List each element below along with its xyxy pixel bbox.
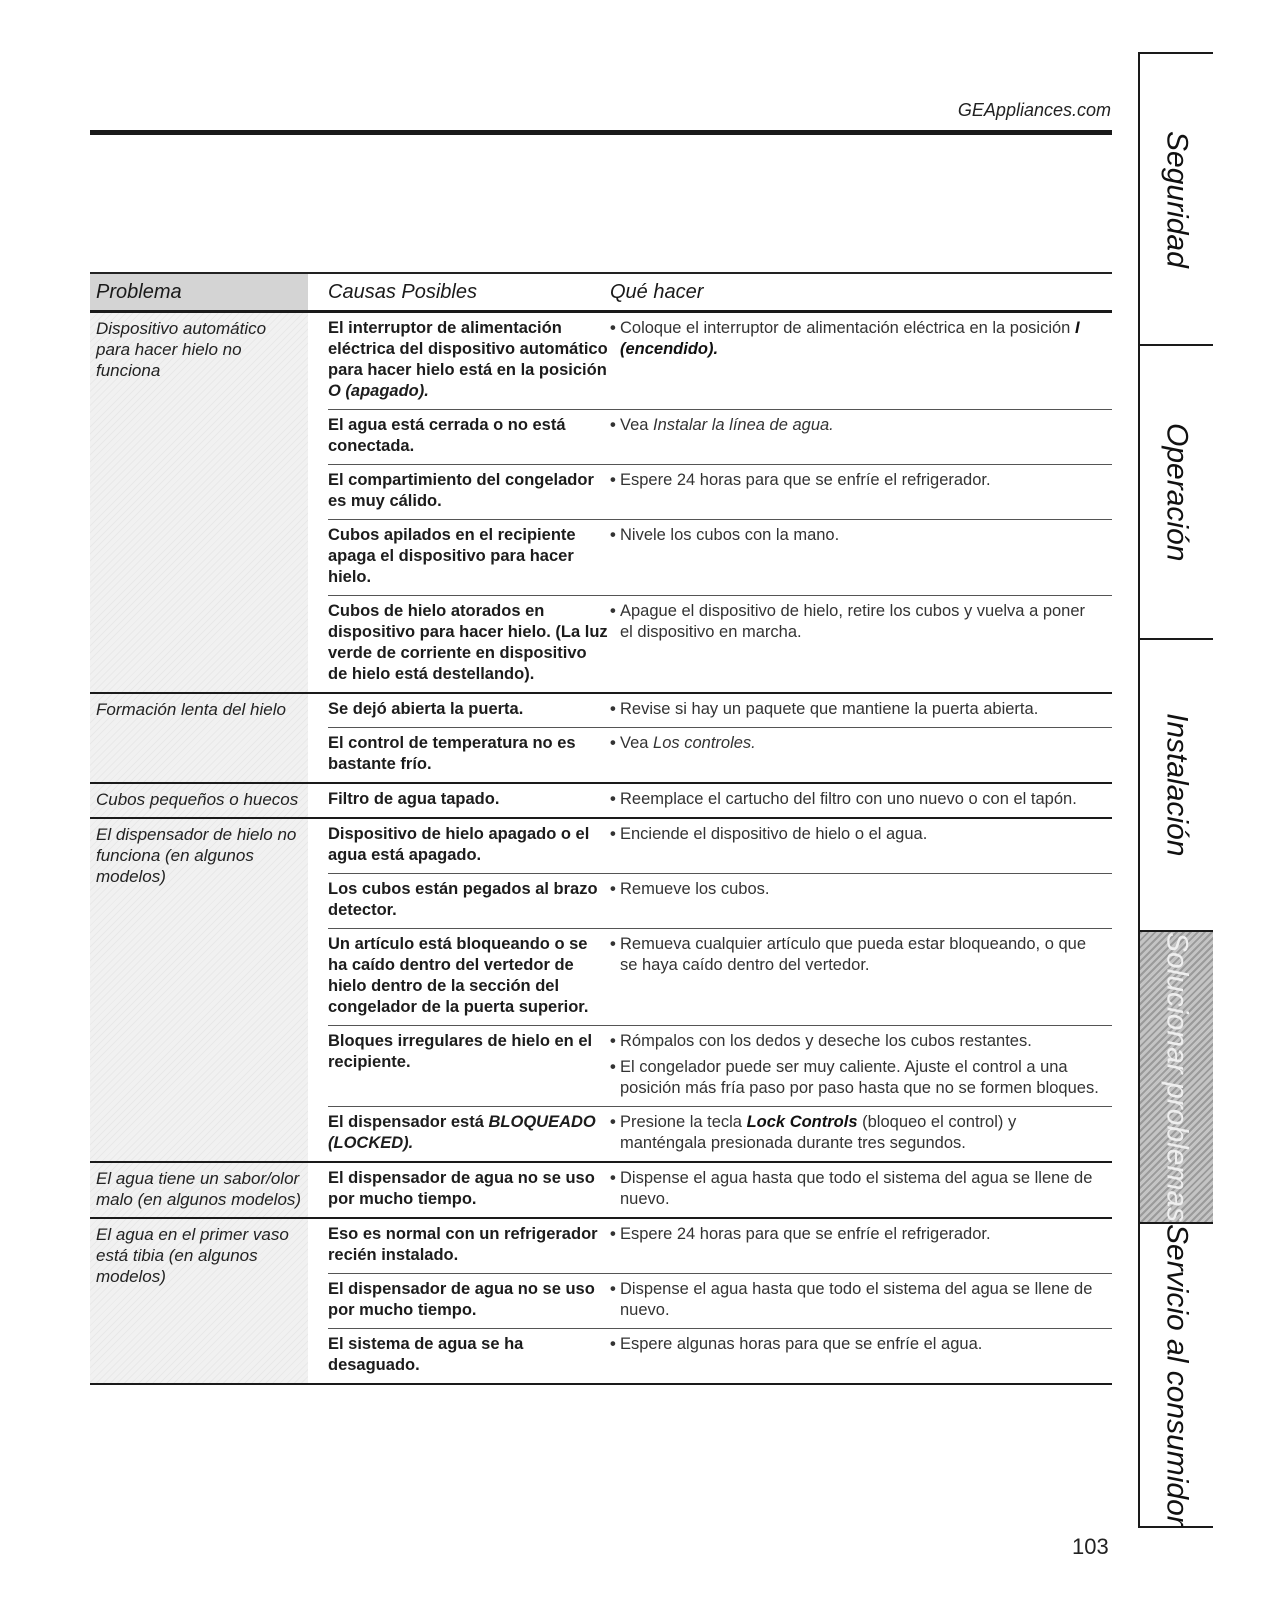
solution-text [620, 1057, 1100, 1099]
solution-cell [610, 1168, 1112, 1210]
bullet-icon: • [610, 526, 616, 544]
solution-bullet [610, 1057, 1100, 1099]
cause-text: Filtro de agua tapado. [328, 790, 500, 808]
solution-bullet [610, 733, 1100, 754]
cause-cell [328, 934, 610, 1018]
cause-cell [328, 470, 610, 512]
solution-text [620, 525, 839, 546]
solution-main: Espere 24 horas para que se enfríe el refrigerador. [620, 471, 991, 489]
solution-bullet [610, 879, 1100, 900]
table-row [328, 728, 1112, 782]
header-rule [90, 130, 1112, 135]
solution-bullet [610, 1224, 1100, 1245]
solution-text [620, 733, 756, 754]
cause-cell [328, 601, 610, 685]
cause-text: Se dejó abierta la puerta. [328, 700, 524, 718]
table-row [328, 1107, 1112, 1161]
cause-rows [328, 784, 1112, 817]
cause-cell [328, 699, 610, 720]
solution-cell [610, 934, 1112, 1018]
table-row [328, 410, 1112, 465]
solution-bullet [610, 699, 1100, 720]
site-url: GEAppliances.com [957, 100, 1111, 120]
solution-main: Rómpalos con los dedos y deseche los cubos restantes. [620, 1032, 1032, 1050]
cause-text: Cubos de hielo atorados en dispositivo para hacer hielo. (La luz verde de corriente en dispositivo de hielo está destellando). [328, 602, 608, 683]
cause-text: El dispensador de agua no se uso por mucho tiempo. [328, 1280, 595, 1319]
table-row [328, 819, 1112, 874]
solution-bullet [610, 470, 1100, 491]
problem-group [90, 819, 1112, 1163]
table-row [328, 874, 1112, 929]
problem-cell: Formación lenta del hielo [90, 694, 308, 782]
table-row [328, 465, 1112, 520]
problem-cell: Cubos pequeños o huecos [90, 784, 308, 817]
solution-main: Remueva cualquier artículo que pueda estar bloqueando, o que se haya caído dentro del vertedor. [620, 935, 1086, 974]
column-header-causes: Causas Posibles [328, 281, 477, 303]
solution-bullet [610, 1168, 1100, 1210]
cause-text: El sistema de agua se ha desaguado. [328, 1335, 524, 1374]
solution-bullet [610, 789, 1100, 810]
cause-cell [328, 1031, 610, 1099]
tab-solucionar-problemas[interactable] [1140, 932, 1213, 1224]
solution-cell [610, 733, 1112, 775]
solution-bullet [610, 934, 1100, 976]
solution-cell [610, 601, 1112, 685]
section-tabs [1138, 52, 1213, 1528]
troubleshooting-table [90, 272, 1112, 1385]
solution-text [620, 789, 1077, 810]
bullet-icon: • [610, 790, 616, 808]
cause-emphasis: BLOQUEADO (LOCKED). [328, 1113, 596, 1152]
tab-label: Operación [1160, 422, 1194, 562]
problem-group [90, 784, 1112, 819]
cause-cell [328, 525, 610, 588]
solution-cell [610, 415, 1112, 457]
solution-text [620, 1334, 982, 1355]
bullet-icon: • [610, 1058, 616, 1076]
cause-cell [328, 1168, 610, 1210]
solution-main: Dispense el agua hasta que todo el sistema del agua se llene de nuevo. [620, 1280, 1093, 1319]
solution-text [620, 1224, 991, 1245]
solution-main: Remueve los cubos. [620, 880, 770, 898]
solution-main: Reemplace el cartucho del filtro con uno nuevo o con el tapón. [620, 790, 1077, 808]
cause-text: El dispensador de agua no se uso por mucho tiempo. [328, 1169, 595, 1208]
bullet-icon: • [610, 1032, 616, 1050]
problem-cell: El agua en el primer vaso está tibia (en algunos modelos) [90, 1219, 308, 1383]
cause-text: El interruptor de alimentación eléctrica del dispositivo automático para hacer hielo está en la posición [328, 319, 608, 379]
solution-text [620, 1031, 1032, 1052]
table-row [328, 1219, 1112, 1274]
tab-label: Solucionar problemas [1160, 931, 1194, 1223]
cause-cell [328, 1112, 610, 1154]
solution-main: Espere algunas horas para que se enfríe el agua. [620, 1335, 983, 1353]
cause-cell [328, 1224, 610, 1266]
table-row [328, 1329, 1112, 1383]
solution-reference: Instalar la línea de agua. [653, 416, 834, 434]
cause-cell [328, 789, 610, 810]
problem-group [90, 313, 1112, 694]
tab-label: Servicio al consumidor [1160, 1224, 1194, 1526]
table-row [328, 1163, 1112, 1217]
solution-continuation: (bloqueo el control) y manténgala presionada durante tres segundos. [620, 1113, 1017, 1152]
solution-text [620, 601, 1100, 643]
solution-main: Enciende el dispositivo de hielo o el agua. [620, 825, 928, 843]
cause-rows [328, 819, 1112, 1161]
bullet-icon: • [610, 880, 616, 898]
bullet-icon: • [610, 471, 616, 489]
bullet-icon: • [610, 734, 616, 752]
cause-rows [328, 1163, 1112, 1217]
cause-rows [328, 1219, 1112, 1383]
table-row [328, 1274, 1112, 1329]
solution-bullet [610, 318, 1100, 360]
problem-cell: El agua tiene un sabor/olor malo (en algunos modelos) [90, 1163, 308, 1217]
solution-text [620, 934, 1100, 976]
cause-text: El control de temperatura no es bastante frío. [328, 734, 576, 773]
table-row [328, 1026, 1112, 1107]
solution-main: Dispense el agua hasta que todo el sistema del agua se llene de nuevo. [620, 1169, 1093, 1208]
solution-cell [610, 470, 1112, 512]
solution-cell [610, 1279, 1112, 1321]
solution-cell [610, 824, 1112, 866]
solution-main: El congelador puede ser muy caliente. Ajuste el control a una posición más fría paso por paso hasta que no se formen bloques. [620, 1058, 1099, 1097]
solution-main: Vea [620, 734, 649, 752]
cause-text: Cubos apilados en el recipiente apaga el dispositivo para hacer hielo. [328, 526, 576, 586]
cause-rows [328, 313, 1112, 692]
solution-text [620, 699, 1038, 720]
cause-text: El compartimiento del congelador es muy cálido. [328, 471, 594, 510]
page-number: 103 [1072, 1534, 1109, 1559]
table-row [328, 520, 1112, 596]
column-header-problem: Problema [90, 274, 308, 310]
solution-text [620, 470, 991, 491]
solution-emphasis: I (encendido). [620, 319, 1080, 358]
table-row [328, 929, 1112, 1026]
bullet-icon: • [610, 416, 616, 434]
problem-cell: Dispositivo automático para hacer hielo no funciona [90, 313, 308, 692]
cause-text: Los cubos están pegados al brazo detector. [328, 880, 598, 919]
cause-cell [328, 824, 610, 866]
solution-text [620, 824, 927, 845]
solution-main: Nivele los cubos con la mano. [620, 526, 840, 544]
bullet-icon: • [610, 935, 616, 953]
cause-text: Dispositivo de hielo apagado o el agua está apagado. [328, 825, 590, 864]
solution-bullet [610, 601, 1100, 643]
cause-cell [328, 1279, 610, 1321]
bullet-icon: • [610, 319, 616, 337]
solution-bullet [610, 1334, 1100, 1355]
solution-main: Coloque el interruptor de alimentación eléctrica en la posición [620, 319, 1071, 337]
cause-text: El agua está cerrada o no está conectada. [328, 416, 566, 455]
bullet-icon: • [610, 602, 616, 620]
bullet-icon: • [610, 700, 616, 718]
tab-seguridad[interactable] [1140, 54, 1213, 346]
solution-cell [610, 525, 1112, 588]
cause-rows [328, 694, 1112, 782]
tab-label: Instalación [1160, 713, 1194, 857]
solution-emphasis: Lock Controls [746, 1113, 858, 1131]
solution-text [620, 1279, 1100, 1321]
solution-main: Presione la tecla [620, 1113, 742, 1131]
solution-cell [610, 1031, 1112, 1099]
cause-cell [328, 1334, 610, 1376]
table-row [328, 596, 1112, 692]
column-header-todo: Qué hacer [610, 281, 704, 303]
bullet-icon: • [610, 1113, 616, 1131]
solution-cell [610, 1334, 1112, 1376]
table-body [90, 313, 1112, 1385]
table-row [328, 784, 1112, 817]
solution-bullet [610, 824, 1100, 845]
cause-cell [328, 879, 610, 921]
table-row [328, 313, 1112, 410]
problem-group [90, 1163, 1112, 1219]
table-row [328, 694, 1112, 728]
solution-bullet [610, 525, 1100, 546]
bullet-icon: • [610, 1280, 616, 1298]
problem-cell: El dispensador de hielo no funciona (en algunos modelos) [90, 819, 308, 1161]
solution-cell [610, 1224, 1112, 1266]
solution-text [620, 318, 1100, 360]
cause-cell [328, 318, 610, 402]
tab-operacion[interactable] [1140, 346, 1213, 640]
solution-bullet [610, 1031, 1100, 1052]
solution-cell [610, 318, 1112, 402]
bullet-icon: • [610, 1225, 616, 1243]
solution-main: Espere 24 horas para que se enfríe el refrigerador. [620, 1225, 991, 1243]
solution-text [620, 879, 770, 900]
tab-label: Seguridad [1160, 130, 1194, 268]
tab-instalacion[interactable] [1140, 640, 1213, 932]
solution-reference: Los controles. [653, 734, 756, 752]
solution-text [620, 1112, 1100, 1154]
solution-bullet [610, 1279, 1100, 1321]
cause-cell [328, 733, 610, 775]
cause-cell [328, 415, 610, 457]
solution-cell [610, 879, 1112, 921]
problem-group [90, 694, 1112, 784]
solution-cell [610, 1112, 1112, 1154]
solution-bullet [610, 1112, 1100, 1154]
solution-bullet [610, 415, 1100, 436]
solution-cell [610, 699, 1112, 720]
cause-text: El dispensador está [328, 1113, 484, 1131]
cause-text: Eso es normal con un refrigerador recién instalado. [328, 1225, 598, 1264]
solution-text [620, 415, 834, 436]
solution-cell [610, 789, 1112, 810]
cause-emphasis: O (apagado). [328, 382, 429, 400]
cause-text: Bloques irregulares de hielo en el recipiente. [328, 1032, 593, 1071]
solution-text [620, 1168, 1100, 1210]
bullet-icon: • [610, 825, 616, 843]
table-header [90, 272, 1112, 313]
solution-main: Apague el dispositivo de hielo, retire los cubos y vuelva a poner el dispositivo en marcha. [620, 602, 1086, 641]
bullet-icon: • [610, 1169, 616, 1187]
solution-main: Vea [620, 416, 649, 434]
bullet-icon: • [610, 1335, 616, 1353]
solution-main: Revise si hay un paquete que mantiene la puerta abierta. [620, 700, 1039, 718]
problem-group [90, 1219, 1112, 1385]
tab-servicio-al-consumidor[interactable] [1140, 1224, 1213, 1526]
cause-text: Un artículo está bloqueando o se ha caído dentro del vertedor de hielo dentro de la sección del congelador de la puerta superior. [328, 935, 589, 1016]
